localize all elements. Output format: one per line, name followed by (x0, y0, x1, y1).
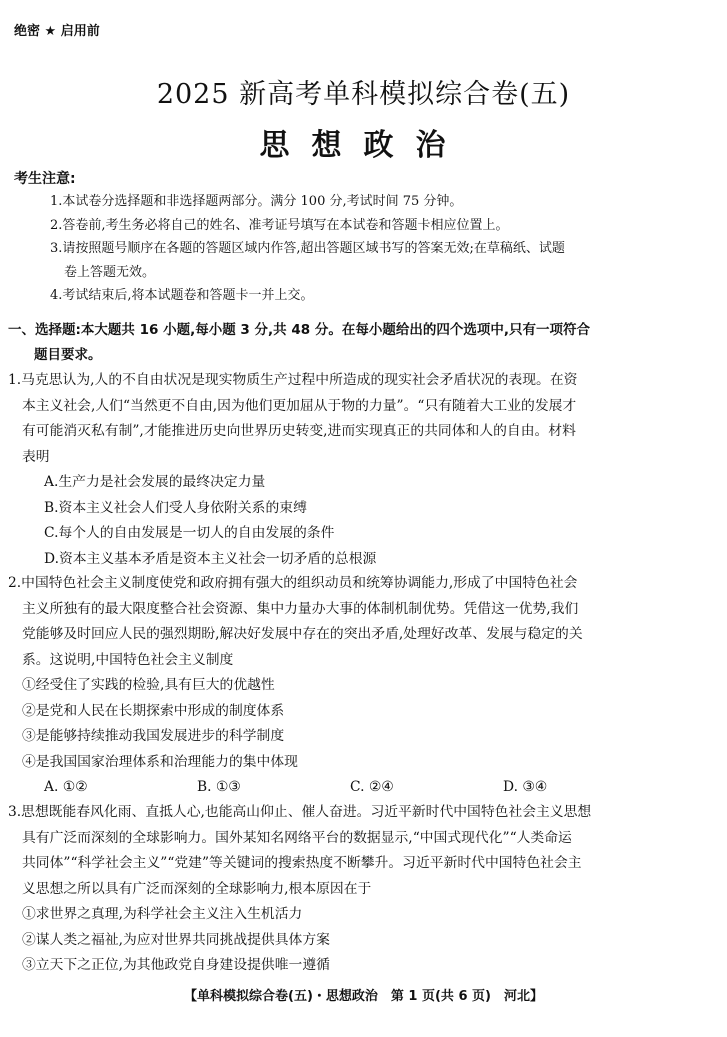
page-footer: 【单科模拟综合卷(五)・思想政治 第 1 页(共 6 页) 河北】 (184, 989, 543, 1004)
question-stem-line: 共同体”“科学社会主义”“党建”等关键词的搜索热度不断攀升。习近平新时代中国特色社会主 (22, 855, 582, 871)
answer-choice: C. ②④ (350, 779, 394, 795)
question-stem-line: 系。这说明,中国特色社会主义制度 (22, 651, 234, 668)
question-stem-line: 本主义社会,人们“当然更不自由,因为他们更加屈从于物的力量”。“只有随着大工业的发展才 (22, 397, 577, 414)
question-stem-line: 2.中国特色社会主义制度使党和政府拥有强大的组织动员和统筹协调能力,形成了中国特色社会 (8, 575, 578, 591)
statement-item: ②是党和人民在长期探索中形成的制度体系 (22, 702, 285, 719)
exam-title: 2025 新高考单科模拟综合卷(五) (156, 79, 571, 110)
candidate-notice (14, 168, 714, 308)
notice-item: 1.本试卷分选择题和非选择题两部分。满分 100 分,考试时间 75 分钟。 (50, 194, 463, 209)
question-stem-line: 具有广泛而深刻的全球影响力。国外某知名网络平台的数据显示,“中国式现代化”“人类命运 (22, 829, 572, 846)
answer-choices (8, 775, 714, 801)
answer-option: C.每个人的自由发展是一切人的自由发展的条件 (44, 525, 335, 541)
section-heading (8, 318, 714, 368)
statement-item: ③是能够持续推动我国发展进步的科学制度 (22, 728, 285, 744)
statement-item: ③立天下之正位,为其他政党自身建设提供唯一遵循 (22, 957, 330, 973)
question-stem-line: 有可能消灭私有制”,才能推进历史向世界历史转变,进而实现真正的共同体和人的自由。材料 (22, 423, 576, 439)
answer-option: D.资本主义基本矛盾是资本主义社会一切矛盾的总根源 (44, 550, 377, 567)
notice-item: 2.答卷前,考生务必将自己的姓名、准考证号填写在本试卷和答题卡相应位置上。 (50, 217, 509, 233)
statement-item: ②谋人类之福祉,为应对世界共同挑战提供具体方案 (22, 931, 330, 948)
question-3 (8, 800, 714, 979)
notice-item-continuation: 卷上答题无效。 (64, 264, 156, 280)
answer-choice: B. ①③ (197, 779, 241, 795)
confidential-mark: 绝密 ★ 启用前 (14, 24, 100, 39)
question-2 (8, 571, 714, 801)
question-stem-line: 主义所独有的最大限度整合社会资源、集中力量办大事的体制机制优势。凭借这一优势,我们 (22, 600, 579, 617)
statement-item: ①求世界之真理,为科学社会主义注入生机活力 (22, 906, 303, 922)
notice-heading: 考生注意: (14, 171, 76, 187)
question-stem-line: 党能够及时回应人民的强烈期盼,解决好发展中存在的突出矛盾,处理好改革、发展与稳定的关 (22, 626, 583, 642)
question-stem-line: 3.思想既能春风化雨、直抵人心,也能高山仰止、催人奋进。习近平新时代中国特色社会主义思想 (8, 804, 592, 820)
statement-item: ①经受住了实践的检验,具有巨大的优越性 (22, 677, 275, 693)
question-stem-line: 表明 (22, 448, 50, 465)
statement-item: ④是我国国家治理体系和治理能力的集中体现 (22, 753, 298, 770)
question-stem-line: 义思想之所以具有广泛而深刻的全球影响力,根本原因在于 (22, 880, 372, 897)
notice-item: 4.考试结束后,将本试题卷和答题卡一并上交。 (50, 288, 314, 303)
question-1 (8, 368, 714, 572)
notice-item: 3.请按照题号顺序在各题的答题区域内作答,超出答题区域书写的答案无效;在草稿纸、试题 (50, 241, 565, 256)
answer-option: A.生产力是社会发展的最终决定力量 (44, 474, 266, 490)
section-heading-line: 一、选择题:本大题共 16 小题,每小题 3 分,共 48 分。在每小题给出的四个选项中,只有一项符合 (8, 322, 590, 338)
answer-choice: D. ③④ (503, 779, 548, 795)
answer-option: B.资本主义社会人们受人身依附关系的束缚 (44, 499, 307, 516)
question-stem-line: 1.马克思认为,人的不自由状况是现实物质生产过程中所造成的现实社会矛盾状况的表现。在资 (8, 372, 578, 388)
answer-choice: A. ①② (44, 779, 88, 795)
subject-title: 思想政治 (259, 128, 468, 163)
section-heading-line: 题目要求。 (34, 347, 102, 363)
